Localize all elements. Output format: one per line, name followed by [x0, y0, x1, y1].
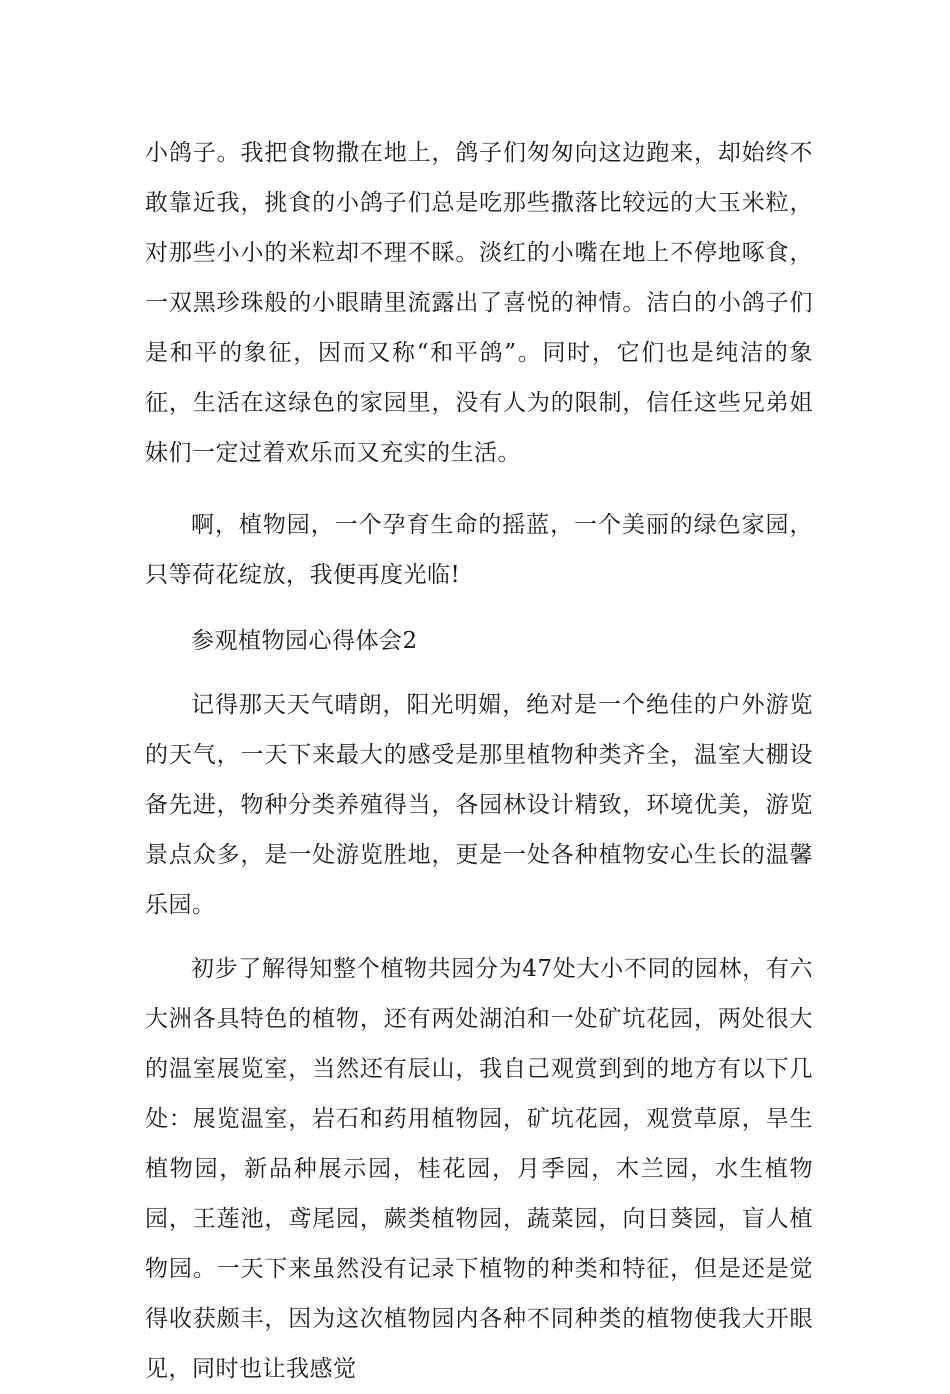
paragraph-continuation: 小鸽子。我把食物撒在地上，鸽子们匆匆向这边跑来，却始终不敢靠近我，挑食的小鸽子们总是吃那些撒落比较远的大玉米粒，对那些小小的米粒却不理不睬。淡红的小嘴在地上不停地啄食，一双黑珍珠般的小眼睛里流露出了喜悦的神情。洁白的小鸽子们是和平的象征，因而又称“和平鸽”。同时，它们也是纯洁的象征，生活在这绿色的家园里，没有人为的限制，信任这些兄弟姐妹们一定过着欢乐而又充实的生活。	[145, 140, 813, 466]
paragraph-closing: 啊，植物园，一个孕育生命的摇蓝，一个美丽的绿色家园，只等荷花绽放，我便再度光临!	[145, 512, 813, 588]
paragraph-weather: 记得那天天气晴朗，阳光明媚，绝对是一个绝佳的户外游览的天气，一天下来最大的感受是那里植物种类齐全，温室大棚设备先进，物种分类养殖得当，各园林设计精致，环境优美，游览景点众多，是一处游览胜地，更是一处各种植物安心生长的温馨乐园。	[145, 692, 813, 918]
document-page	[145, 128, 813, 1394]
paragraph-gardens: 初步了解得知整个植物共园分为47处大小不同的园林，有六大洲各具特色的植物，还有两处湖泊和一处矿坑花园，两处很大的温室展览室，当然还有辰山，我自己观赏到到的地方有以下几处：展览温室，岩石和药用植物园，矿坑花园，观赏草原，旱生植物园，新品种展示园，桂花园，月季园，木兰园，水生植物园，王莲池，鸢尾园，蕨类植物园，蔬菜园，向日葵园，盲人植物园。一天下来虽然没有记录下植物的种类和特征，但是还是觉得收获颇丰，因为这次植物园内各种不同种类的植物使我大开眼见，同时也让我感觉	[145, 956, 813, 1382]
section-heading: 参观植物园心得体会2	[191, 628, 418, 654]
